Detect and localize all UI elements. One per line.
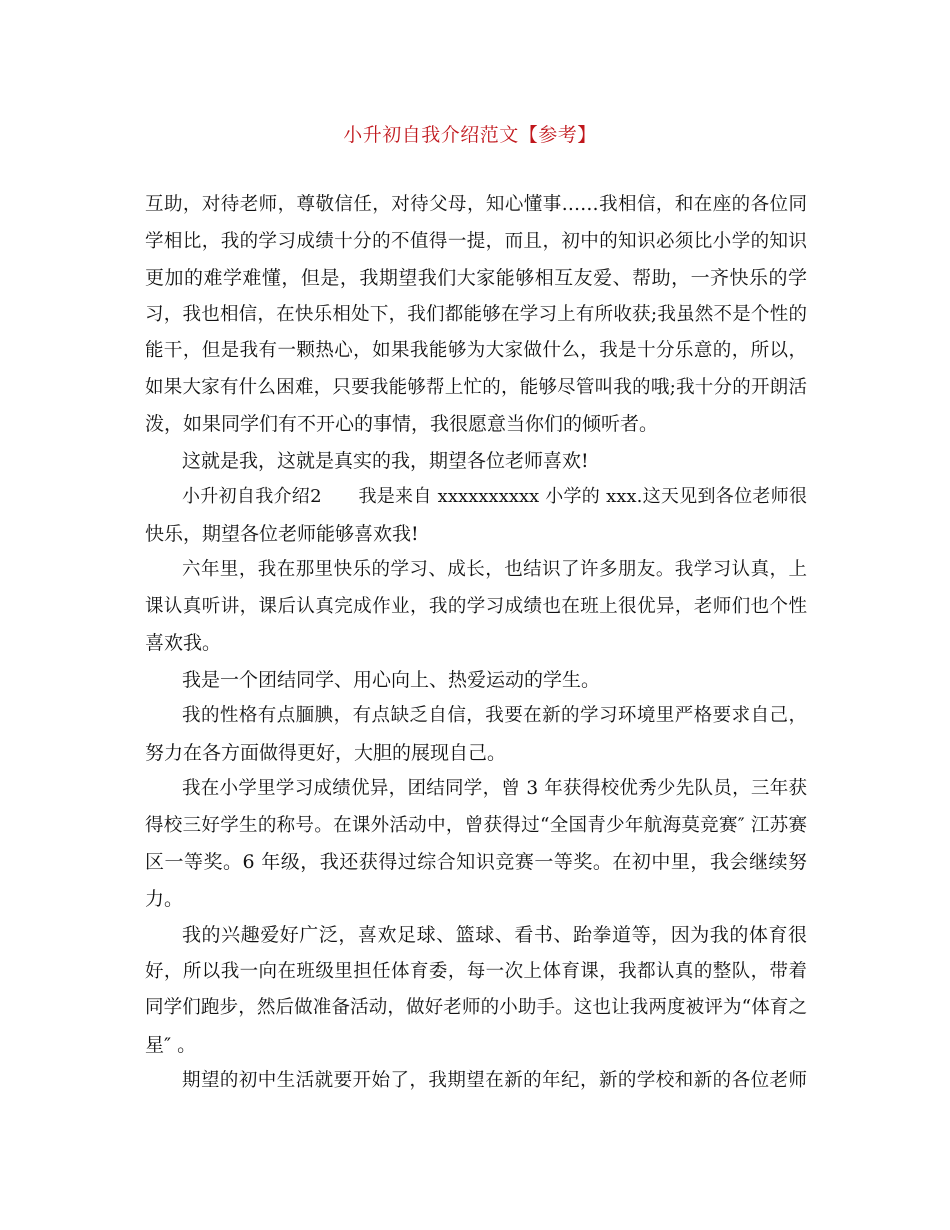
text-line: 我在小学里学习成绩优异，团结同学，曾 3 年获得校优秀少先队员，三年获 [182, 778, 807, 799]
text-line: 我的兴趣爱好广泛，喜欢足球、篮球、看书、跆拳道等，因为我的体育很 [182, 924, 807, 946]
text-line: 同学们跑步，然后做准备活动，做好老师的小助手。这也让我两度被评为“体育之 [145, 997, 807, 1018]
text-line: 好，所以我一向在班级里担任体育委，每一次上体育课，我都认真的整队，带着 [145, 960, 807, 982]
text-line: 星″ 。 [145, 1033, 197, 1056]
text-line: 我的性格有点腼腆，有点缺乏自信，我要在新的学习环境里严格要求自己， [182, 705, 807, 726]
text-line: 互助，对待老师，尊敬信任，对待父母，知心懂事……我相信，和在座的各位同 [145, 194, 807, 215]
text-line: 这就是我，这就是真实的我，期望各位老师喜欢! [182, 449, 589, 472]
text-line: 努力在各方面做得更好，大胆的展现自己。 [145, 741, 507, 764]
text-line: 习，我也相信，在快乐相处下，我们都能够在学习上有所收获;我虽然不是个性的 [145, 303, 807, 325]
text-line: 得校三好学生的称号。在课外活动中，曾获得过“全国青少年航海莫竞赛″ 江苏赛 [145, 814, 807, 836]
text-line: 课认真听讲，课后认真完成作业，我的学习成绩也在班上很优异，老师们也个性 [145, 595, 807, 617]
text-line: 我是一个团结同学、用心向上、热爱运动的学生。 [182, 668, 601, 691]
document-title: 小升初自我介绍范文【参考】 [343, 124, 597, 146]
text-line: 喜欢我。 [145, 632, 222, 654]
text-line: 区一等奖。6 年级，我还获得过综合知识竞赛一等奖。在初中里，我会继续努 [145, 851, 807, 873]
text-line: 力。 [145, 887, 184, 910]
text-line: 期望的初中生活就要开始了，我期望在新的年纪，新的学校和新的各位老师 [182, 1070, 807, 1091]
text-line: 更加的难学难懂，但是，我期望我们大家能够相互友爱、帮助，一齐快乐的学 [145, 267, 807, 289]
text-line: 六年里，我在那里快乐的学习、成长，也结识了许多朋友。我学习认真，上 [182, 559, 807, 580]
text-line: 能干，但是我有一颗热心，如果我能够为大家做什么，我是十分乐意的，所以， [145, 340, 807, 361]
text-line: 小升初自我介绍2 我是来自 xxxxxxxxxx 小学的 xxx.这天见到各位老师很 [182, 486, 807, 507]
text-line: 快乐，期望各位老师能够喜欢我! [145, 522, 419, 545]
text-line: 泼，如果同学们有不开心的事情，我很愿意当你们的倾听者。 [145, 413, 659, 435]
text-line: 如果大家有什么困难，只要我能够帮上忙的，能够尽管叫我的哦;我十分的开朗活 [145, 376, 807, 398]
document-body [145, 187, 807, 1100]
text-line: 学相比，我的学习成绩十分的不值得一提，而且，初中的知识必须比小学的知识 [145, 230, 807, 252]
